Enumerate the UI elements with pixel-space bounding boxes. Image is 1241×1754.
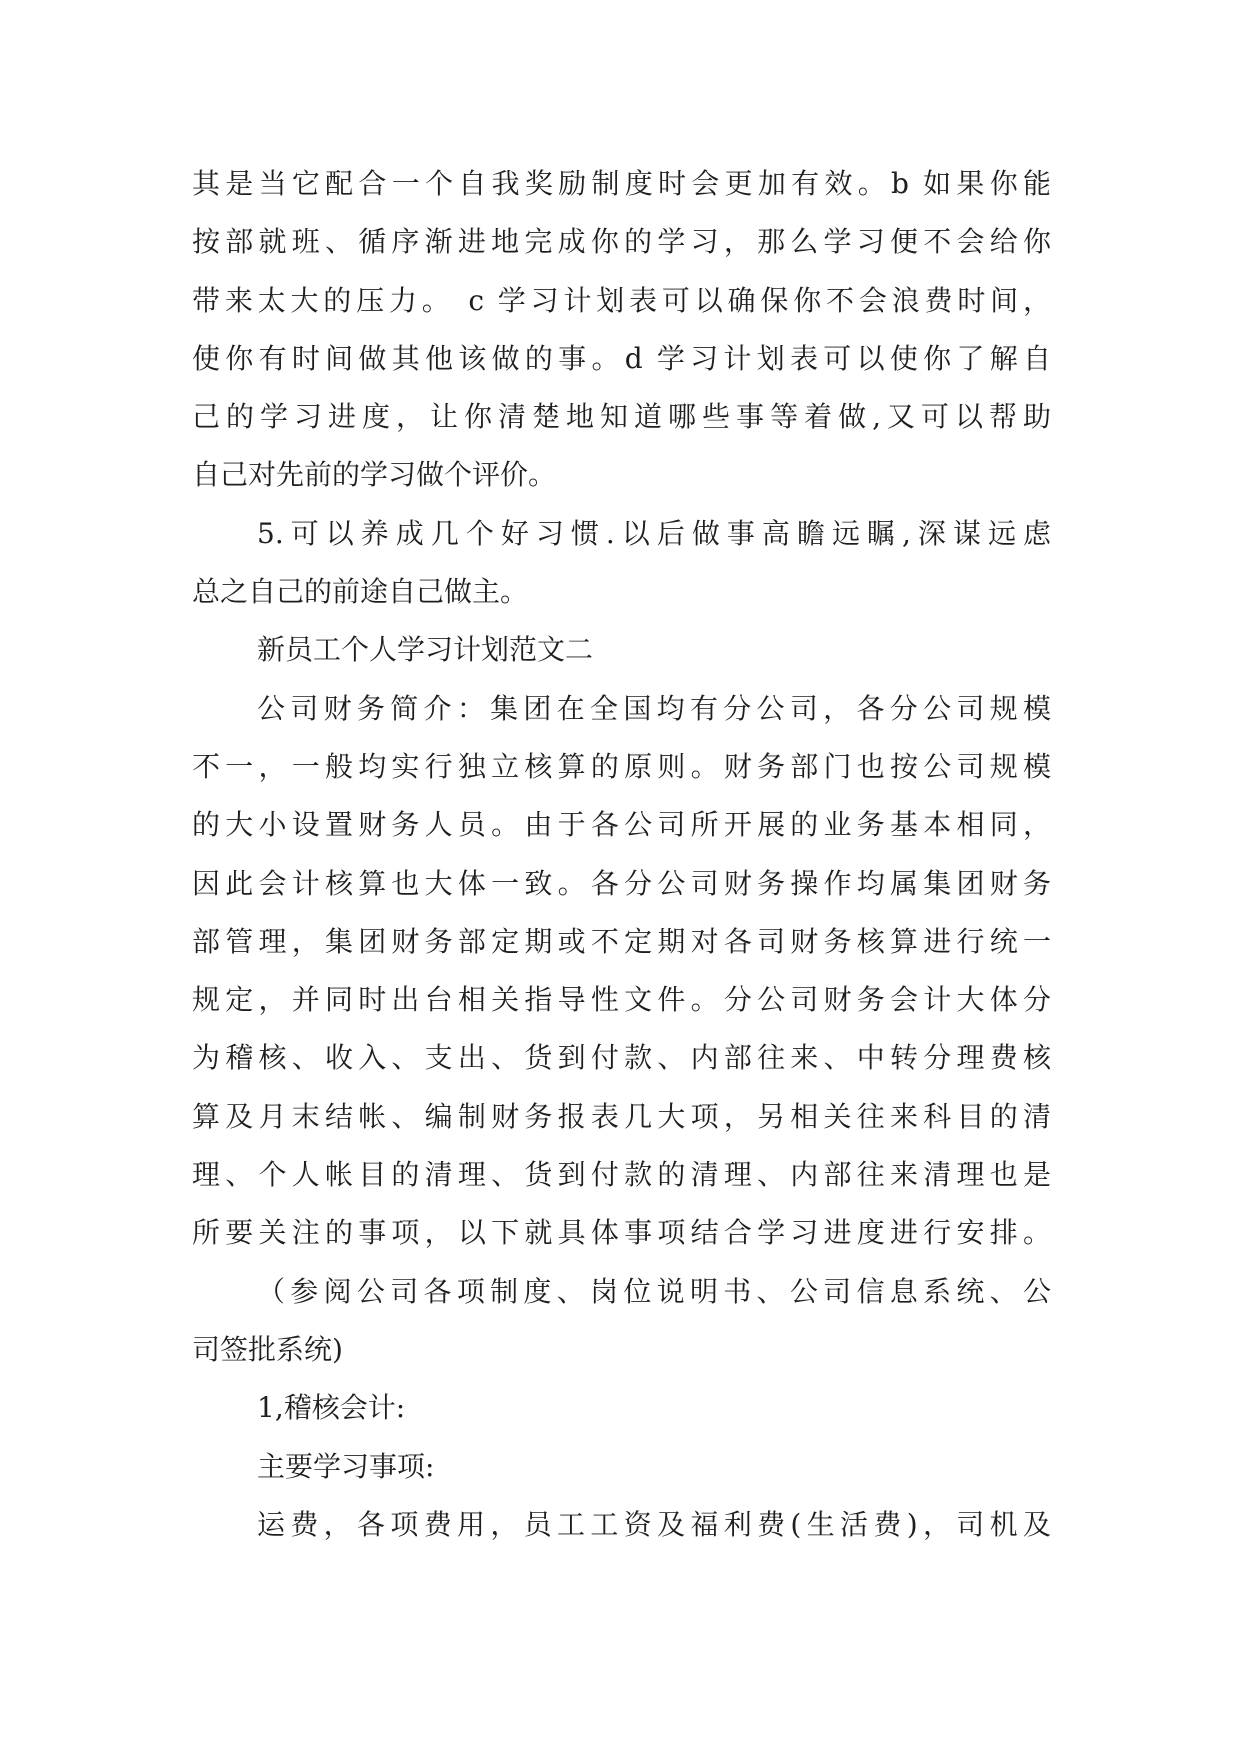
text-line: 司签批系统) — [192, 1332, 343, 1366]
text-line: 公司财务简介：集团在全国均有分公司，各分公司规模 — [257, 691, 1051, 725]
section-heading: 新员工个人学习计划范文二 — [257, 633, 594, 667]
text-line: 使你有时间做其他该做的事。d 学习计划表可以使你了解自 — [192, 341, 1051, 375]
text-line: 1,稽核会计: — [257, 1391, 406, 1425]
text-line: 其是当它配合一个自我奖励制度时会更加有效。b 如果你能 — [192, 167, 1051, 200]
text-line: 的大小设置财务人员。由于各公司所开展的业务基本相同， — [192, 808, 1051, 842]
text-line: 因此会计核算也大体一致。各分公司财务操作均属集团财务 — [192, 866, 1051, 900]
text-line: 总之自己的前途自己做主。 — [192, 575, 529, 609]
text-line: 规定，并同时出台相关指导性文件。分公司财务会计大体分 — [192, 983, 1051, 1017]
text-line: （参阅公司各项制度、岗位说明书、公司信息系统、公 — [257, 1274, 1051, 1308]
text-line: 自己对先前的学习做个评价。 — [192, 458, 557, 492]
text-line: 5.可以养成几个好习惯.以后做事高瞻远瞩,深谋远虑 — [257, 516, 1051, 550]
text-line: 为稽核、收入、支出、货到付款、内部往来、中转分理费核 — [192, 1041, 1051, 1075]
text-line: 主要学习事项: — [257, 1449, 435, 1483]
text-line: 运费，各项费用，员工工资及福利费(生活费)，司机及 — [257, 1507, 1051, 1541]
body-text — [192, 155, 1051, 1554]
text-line: 带来太大的压力。 c 学习计划表可以确保你不会浪费时间， — [192, 283, 1051, 317]
text-line: 理、个人帐目的清理、货到付款的清理、内部往来清理也是 — [192, 1158, 1051, 1192]
text-line: 算及月末结帐、编制财务报表几大项，另相关往来科目的清 — [192, 1099, 1051, 1133]
text-line: 不一，一般均实行独立核算的原则。财务部门也按公司规模 — [192, 749, 1051, 783]
text-line: 部管理，集团财务部定期或不定期对各司财务核算进行统一 — [192, 924, 1051, 958]
text-line: 所要关注的事项，以下就具体事项结合学习进度进行安排。 — [192, 1216, 1051, 1250]
text-line: 己的学习进度，让你清楚地知道哪些事等着做,又可以帮助 — [192, 400, 1051, 434]
text-line: 按部就班、循序渐进地完成你的学习，那么学习便不会给你 — [192, 225, 1051, 259]
